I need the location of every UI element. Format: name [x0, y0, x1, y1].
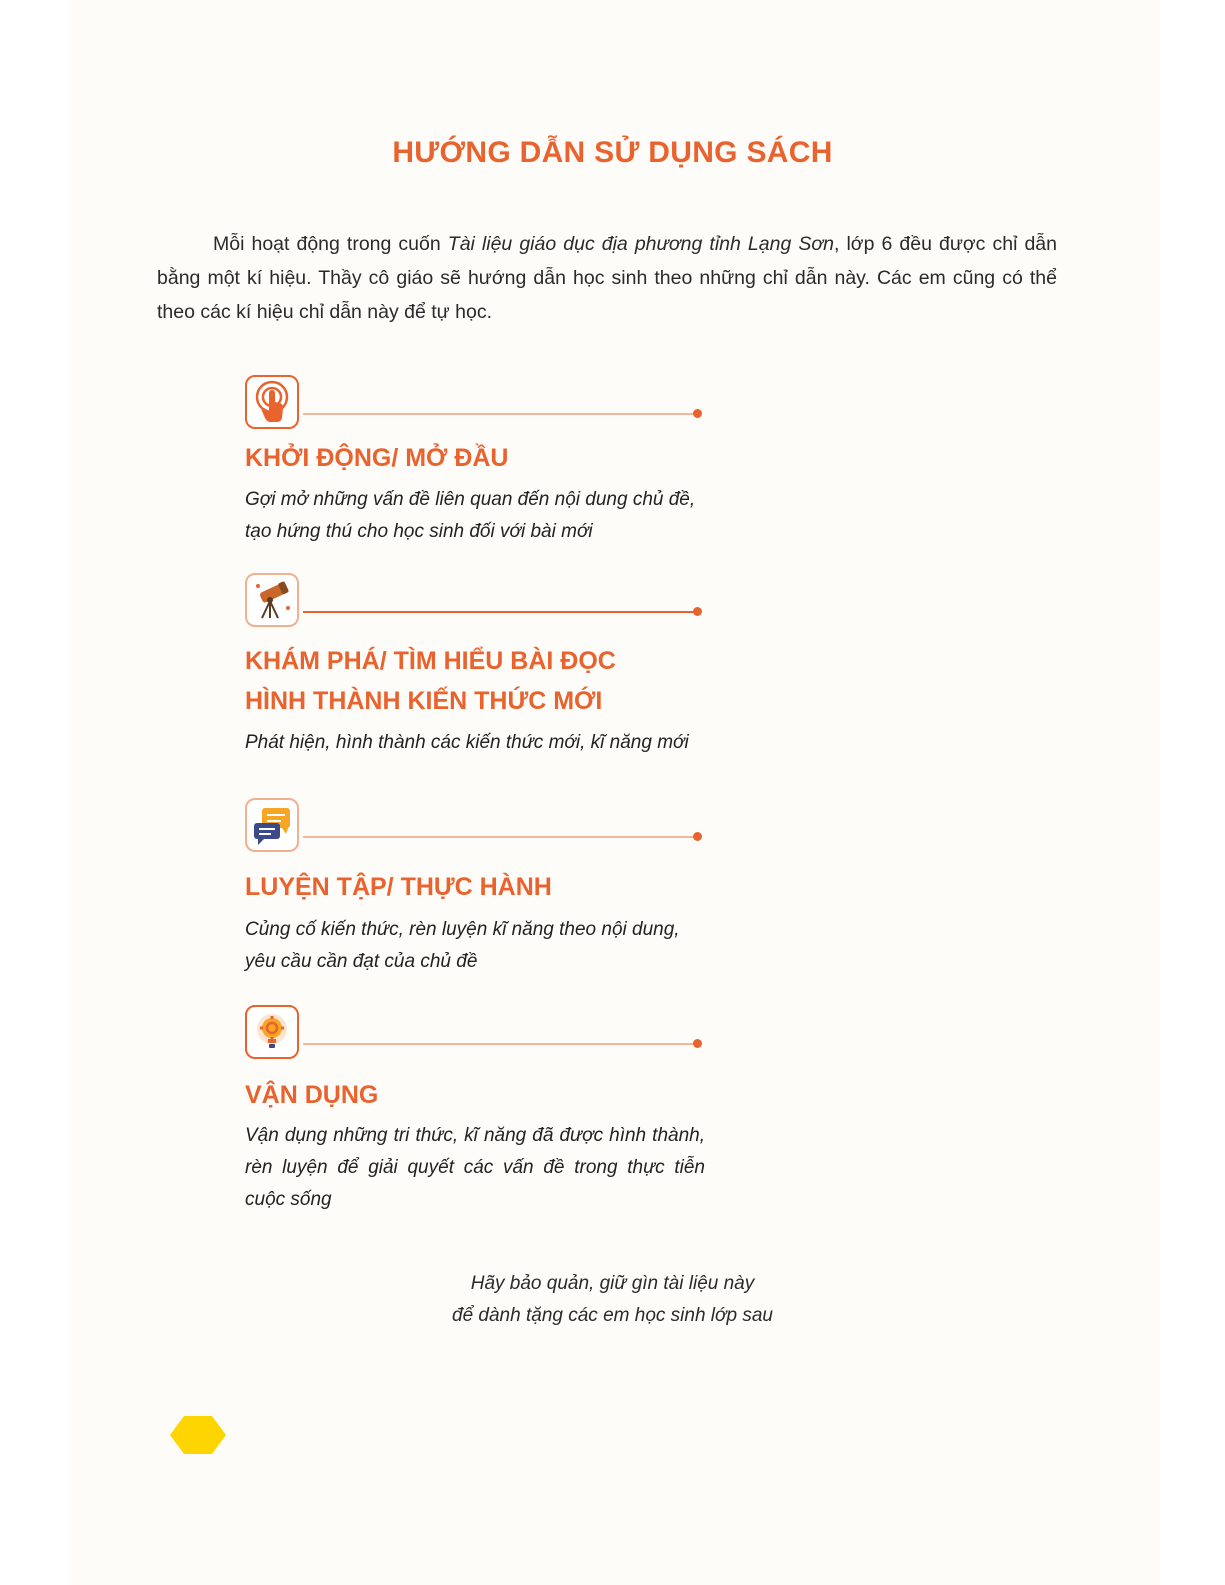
section-heading — [245, 438, 508, 478]
section-kham-pha — [245, 573, 710, 773]
section-heading-line: LUYỆN TẬP/ THỰC HÀNH — [245, 873, 552, 901]
section-divider — [303, 611, 695, 613]
section-divider — [303, 836, 695, 838]
footer-line: để dành tặng các em học sinh lớp sau — [452, 1305, 773, 1326]
section-heading-line: KHỞI ĐỘNG/ MỞ ĐẦU — [245, 444, 509, 472]
touch-hand-icon — [245, 375, 299, 429]
intro-text-start: Mỗi hoạt động trong cuốn — [213, 233, 448, 255]
section-description: Củng cố kiến thức, rèn luyện kĩ năng theo nội dung, yêu cầu cần đạt của chủ đề — [245, 919, 680, 972]
section-divider — [303, 413, 695, 415]
section-heading-line: KHÁM PHÁ/ TÌM HIỂU BÀI ĐỌC — [245, 647, 616, 675]
divider-dot — [693, 832, 702, 841]
section-heading — [245, 1075, 378, 1115]
telescope-icon — [245, 573, 299, 627]
intro-text-end: , lớp 6 đều được chỉ dẫn bằng một kí hiệu. Thầy cô giáo sẽ hướng dẫn học sinh theo những chỉ dẫn này. Các em cũng có thể theo các kí hiệu chỉ dẫn này để tự học. — [157, 233, 1058, 323]
section-van-dung — [245, 1005, 710, 1215]
footer-note — [0, 1268, 1225, 1332]
intro-book-title: Tài liệu giáo dục địa phương tỉnh Lạng Sơn — [447, 233, 834, 255]
section-description: Gợi mở những vấn đề liên quan đến nội dung chủ đề, tạo hứng thú cho học sinh đối với bài mới — [245, 489, 696, 542]
divider-dot — [693, 409, 702, 418]
section-khoi-dong — [245, 375, 710, 555]
section-luyen-tap — [245, 798, 710, 978]
intro-paragraph — [157, 227, 1057, 329]
divider-dot — [693, 1039, 702, 1048]
section-heading — [245, 641, 616, 721]
section-description: Phát hiện, hình thành các kiến thức mới, kĩ năng mới — [245, 732, 689, 753]
lightbulb-gear-icon — [245, 1005, 299, 1059]
footer-line: Hãy bảo quản, giữ gìn tài liệu này — [470, 1273, 755, 1294]
section-heading-line: HÌNH THÀNH KIẾN THỨC MỚI — [245, 687, 603, 715]
page-title: HƯỚNG DẪN SỬ DỤNG SÁCH — [392, 136, 833, 169]
section-divider — [303, 1043, 695, 1045]
chat-bubbles-icon — [245, 798, 299, 852]
section-description: Vận dụng những tri thức, kĩ năng đã được hình thành, rèn luyện để giải quyết các vấn đề trong thực tiễn cuộc sống — [245, 1125, 705, 1210]
section-heading-line: VẬN DỤNG — [245, 1081, 379, 1109]
divider-dot — [693, 607, 702, 616]
section-heading — [245, 867, 552, 907]
